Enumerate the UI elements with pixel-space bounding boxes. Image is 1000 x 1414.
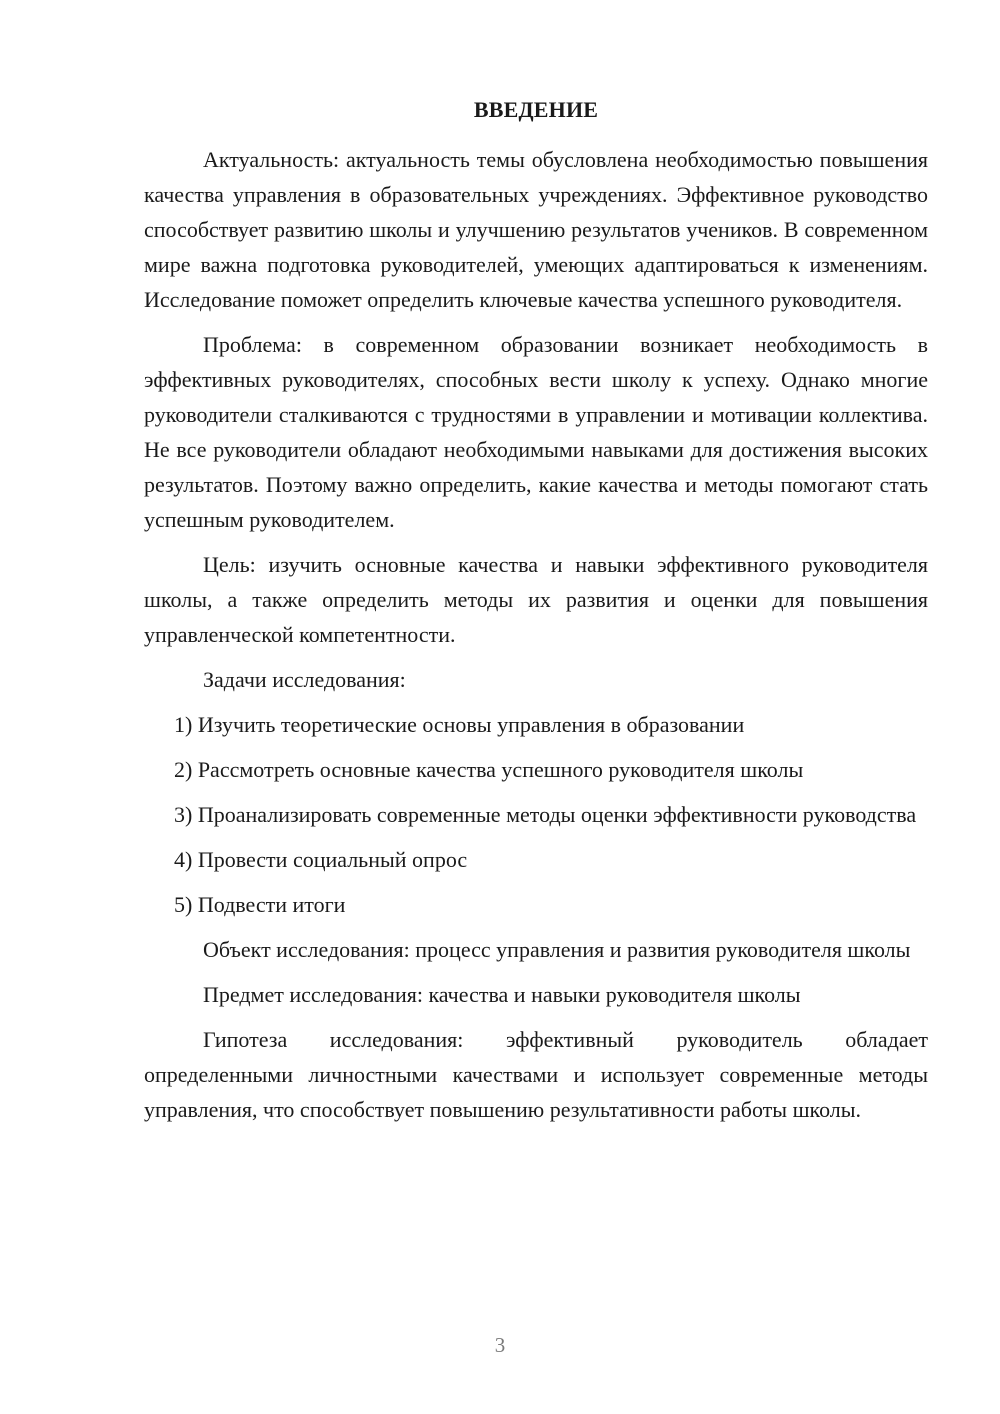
- paragraph-relevance: Актуальность: актуальность темы обусловлена необходимостью повышения качества управления в образовательных учреждениях. Эффективное руководство способствует развитию школы и улучшению результатов учеников. В современном мире важна подготовка руководителей, умеющих адаптироваться к изменениям. Исследование поможет определить ключевые качества успешного руководителя.: [144, 147, 928, 312]
- task-item-1: 1) Изучить теоретические основы управления в образовании: [174, 712, 745, 737]
- task-item-3: 3) Проанализировать современные методы оценки эффективности руководства: [174, 802, 917, 827]
- task-item-4: 4) Провести социальный опрос: [174, 847, 468, 872]
- task-item-2: 2) Рассмотреть основные качества успешного руководителя школы: [174, 757, 804, 782]
- task-item-5: 5) Подвести итоги: [174, 892, 346, 917]
- page-title: ВВЕДЕНИЕ: [473, 97, 599, 122]
- paragraph-object: Объект исследования: процесс управления и развития руководителя школы: [203, 937, 911, 962]
- paragraph-tasks-heading: Задачи исследования:: [203, 667, 406, 692]
- document-page: [144, 94, 928, 1127]
- paragraph-hypothesis: Гипотеза исследования: эффективный руководитель обладает определенными личностными качествами и использует современные методы управления, что способствует повышению результативности работы школы.: [144, 1027, 928, 1122]
- paragraph-goal: Цель: изучить основные качества и навыки эффективного руководителя школы, а также определить методы их развития и оценки для повышения управленческой компетентности.: [144, 552, 928, 647]
- paragraph-subject: Предмет исследования: качества и навыки руководителя школы: [203, 982, 801, 1007]
- page-number: 3: [494, 1333, 506, 1357]
- paragraph-problem: Проблема: в современном образовании возникает необходимость в эффективных руководителях, способных вести школу к успеху. Однако многие руководители сталкиваются с трудностями в управлении и мотивации коллектива. Не все руководители обладают необходимыми навыками для достижения высоких результатов. Поэтому важно определить, какие качества и методы помогают стать успешным руководителем.: [144, 332, 928, 532]
